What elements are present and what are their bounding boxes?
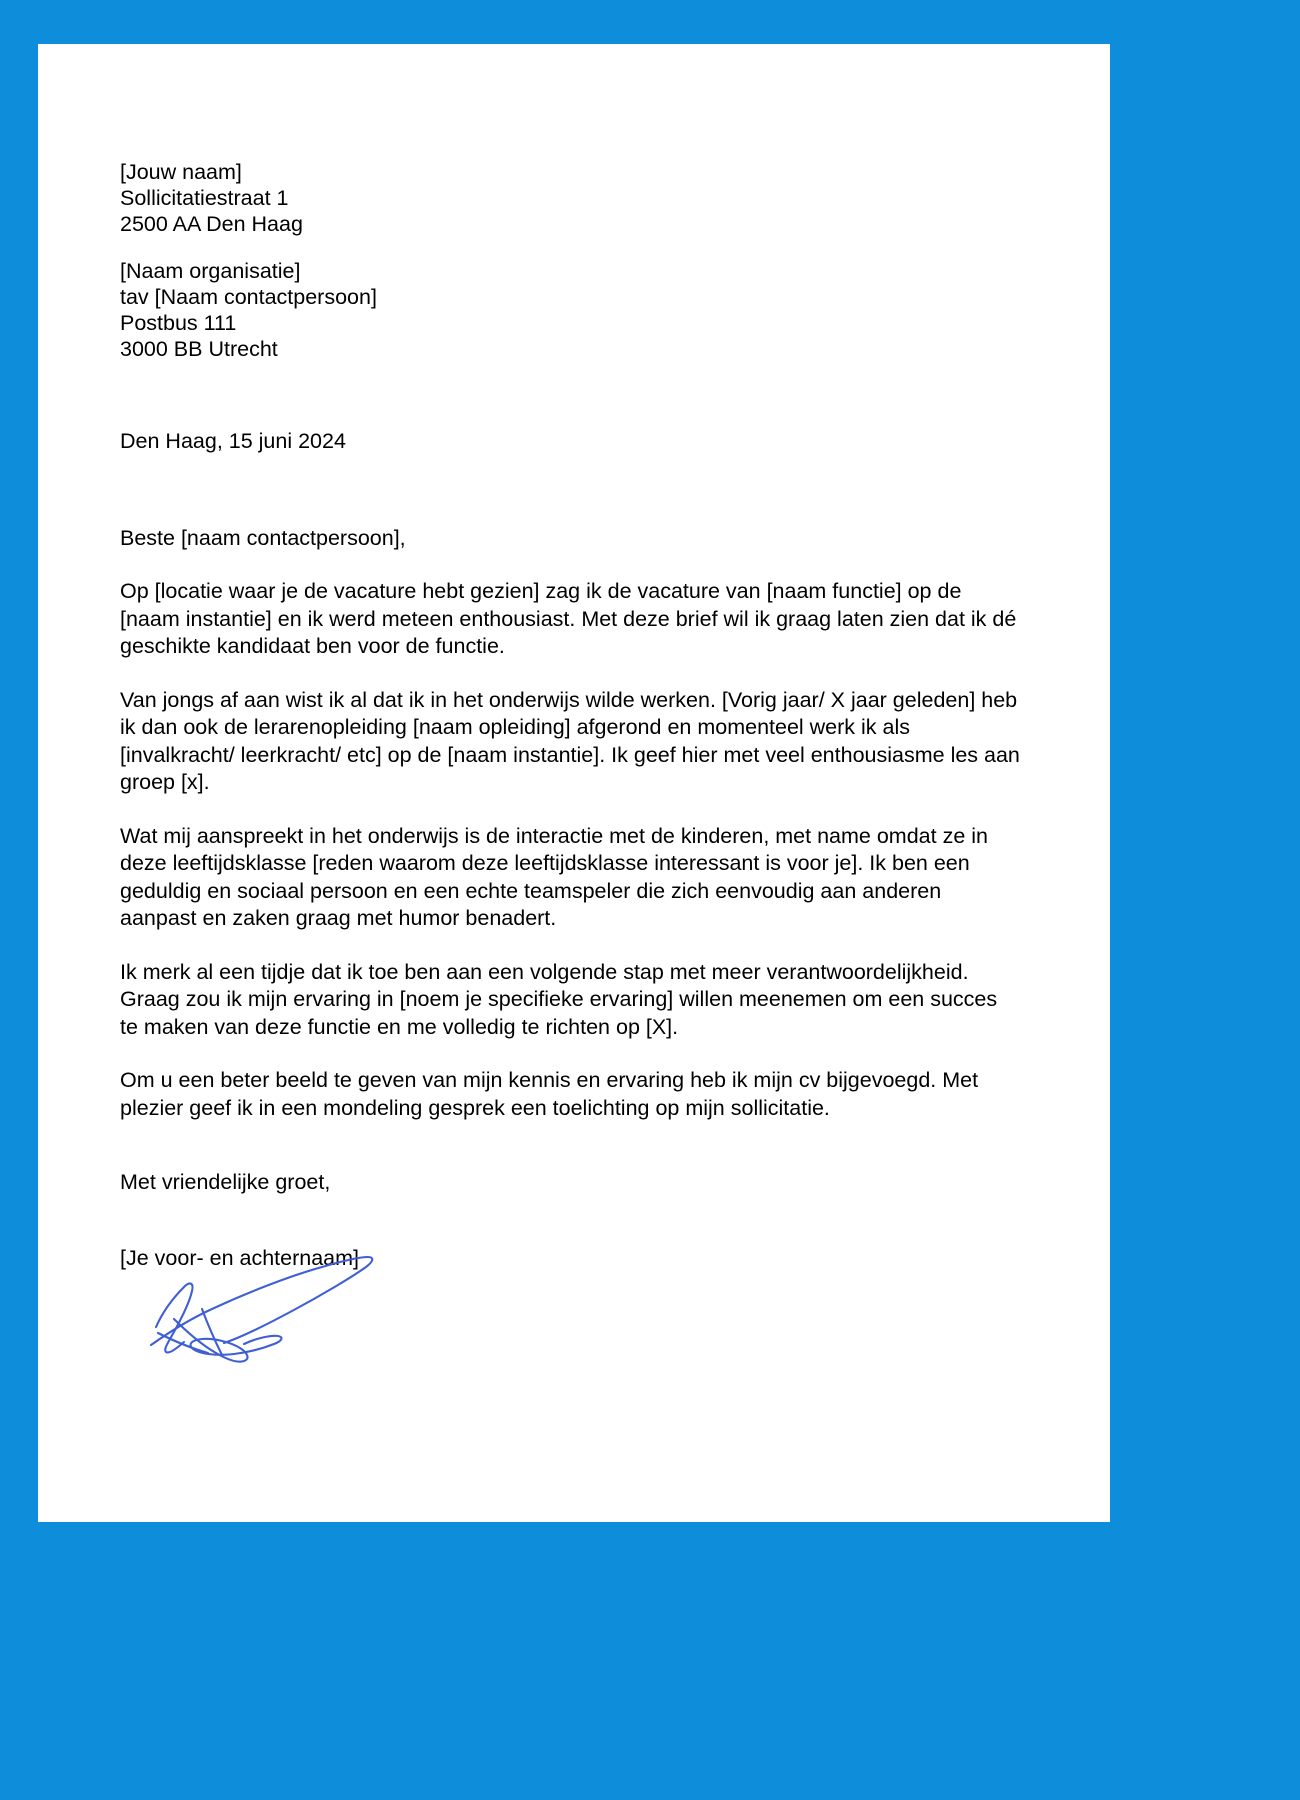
body-paragraph: Ik merk al een tijdje dat ik toe ben aan een volgende stap met meer verantwoordelijkheid. Graag zou ik mijn ervaring in [noem je specifieke ervaring] willen meenemen om een succes te maken van deze functie en me volledig te richten op [X]. xyxy=(120,959,998,1039)
body-paragraph: Van jongs af aan wist ik al dat ik in het onderwijs wilde werken. [Vorig jaar/ X jaar geleden] heb ik dan ook de lerarenopleiding [naam opleiding] afgerond en momenteel werk ik als [invalkracht/ leerkracht/ etc] op de [naam instantie]. Ik geef hier met veel enthousiasme les aan groep [x]. xyxy=(120,687,1020,795)
sender-address-block xyxy=(120,160,1030,237)
spacer xyxy=(120,552,1030,578)
spacer xyxy=(120,363,1030,429)
recipient-organisation: [Naam organisatie] xyxy=(120,259,301,284)
spacer xyxy=(120,1196,1030,1246)
closing-greeting: Met vriendelijke groet, xyxy=(120,1170,331,1195)
sender-name: [Jouw naam] xyxy=(120,160,242,184)
spacer xyxy=(120,1148,1030,1170)
recipient-address-block xyxy=(120,259,1030,362)
salutation: Beste [naam contactpersoon], xyxy=(120,526,406,551)
letter-paper xyxy=(38,44,1110,1522)
sender-postal-city: 2500 AA Den Haag xyxy=(120,211,303,236)
date-line: Den Haag, 15 juni 2024 xyxy=(120,428,346,453)
sender-street: Sollicitatiestraat 1 xyxy=(120,185,289,210)
spacer xyxy=(120,237,1030,259)
body-paragraph: Op [locatie waar je de vacature hebt gezien] zag ik de vacature van [naam functie] op de [naam instantie] en ik werd meteen enthousiast. Met deze brief wil ik graag laten zien dat ik dé geschikte kandidaat ben voor de functie. xyxy=(120,579,1017,659)
signature-name-placeholder: [Je voor- en achternaam] xyxy=(120,1245,360,1270)
recipient-postal-city: 3000 BB Utrecht xyxy=(120,336,278,361)
spacer xyxy=(120,454,1030,526)
recipient-po-box: Postbus 111 xyxy=(120,310,237,335)
body-paragraph: Om u een beter beeld te geven van mijn kennis en ervaring heb ik mijn cv bijgevoegd. Met plezier geef ik in een mondeling gesprek een toelichting op mijn sollicitatie. xyxy=(120,1068,979,1120)
body-paragraph: Wat mij aanspreekt in het onderwijs is de interactie met de kinderen, met name omdat ze in deze leeftijdsklasse [reden waarom deze leeftijdsklasse interessant is voor je]. Ik ben een geduldig en sociaal persoon en een echte teamspeler die zich eenvoudig aan anderen aanpast en zaken graag met humor benadert. xyxy=(120,823,988,931)
letter-content xyxy=(120,160,1030,1272)
recipient-attention: tav [Naam contactpersoon] xyxy=(120,285,377,310)
